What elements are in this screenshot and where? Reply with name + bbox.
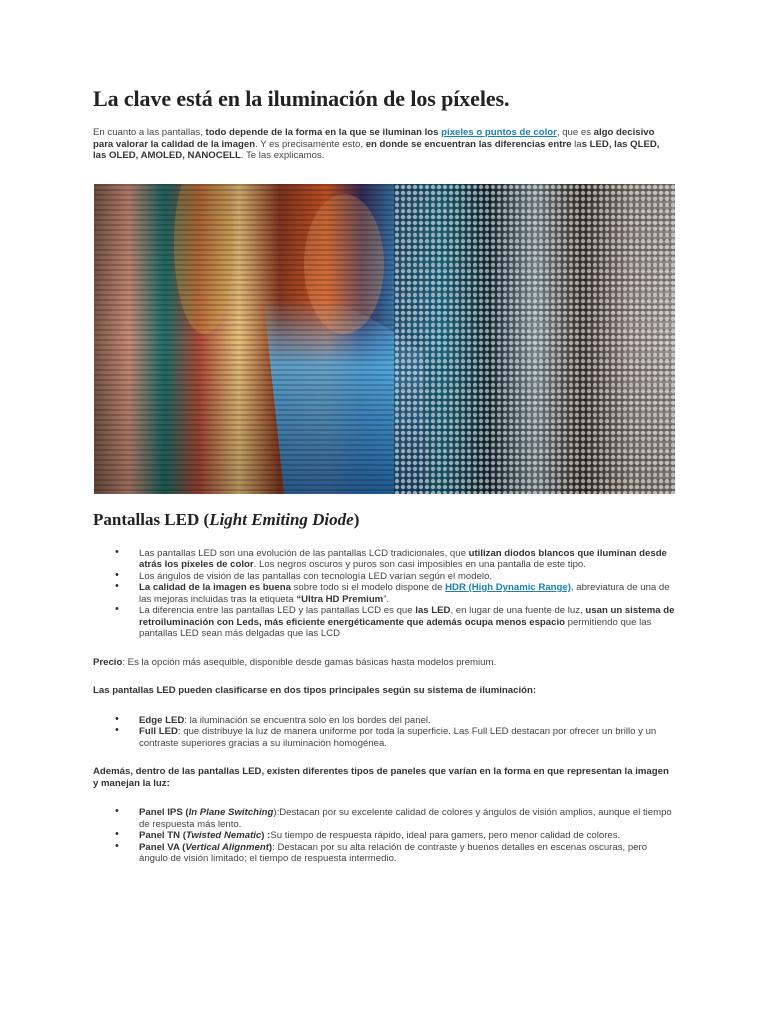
intro-paragraph: En cuanto a las pantallas, todo depende de la forma en la que se iluminan los píxeles o puntos de color, que es algo decisivo para valorar la calidad de la imagen. Y es precisamente esto, en donde se encuentran las diferencias entre las LED, las QLED, las OLED, AMOLED, NANOCELL. Te las explicamos. — [93, 127, 660, 161]
list-item: • La calidad de la imagen es buena sobre todo si el modelo dispone de HDR (High Dynamic Range), abreviatura de una de las mejoras incluidas tras la etiqueta “Ultra HD Premium”. — [139, 582, 675, 605]
list-item: • Edge LED: la iluminación se encuentra solo en los bordes del panel. — [139, 715, 675, 727]
list-item: • Full LED: que distribuye la luz de manera uniforme por toda la superficie. Las Full LED destacan por ofrecer un brillo y un contraste superiores gracias a su iluminación homogénea. — [139, 726, 675, 749]
classification-heading: Las pantallas LED pueden clasificarse en dos tipos principales según su sistema de iluminación: — [93, 685, 537, 696]
list-item: • Panel IPS (In Plane Switching):Destacan por su excelente calidad de colores y ángulos de visión amplios, aunque el tiempo de respuesta más lento. — [139, 807, 675, 830]
panel-types-heading: Además, dentro de las pantallas LED, existen diferentes tipos de paneles que varían en la forma en que representan la imagen y manejan la luz: — [93, 766, 669, 789]
article-content — [93, 86, 675, 865]
list-item: • La diferencia entre las pantallas LED y las pantallas LCD es que las LED, en lugar de una fuente de luz, usan un sistema de retroiluminación con Leds, más eficiente energéticamente que además ocupa menos espacio permitiendo que las pantallas LED sean más delgadas que las LCD — [139, 605, 675, 640]
list-item: • Panel TN (Twisted Nematic) :Su tiempo de respuesta rápido, ideal para gamers, pero menor calidad de colores. — [139, 830, 675, 842]
lighting-types-list — [93, 715, 675, 750]
price-paragraph: Precio: Es la opción más asequible, disponible desde gamas básicas hasta modelos premium. — [93, 656, 497, 668]
panel-types-list — [93, 807, 675, 865]
hdr-link[interactable]: HDR (High Dynamic Range) — [445, 582, 571, 593]
list-item: • Los ángulos de visión de las pantallas con tecnología LED varían según el modelo. — [139, 571, 675, 583]
led-features-list — [93, 548, 675, 640]
list-item: • Las pantallas LED son una evolución de las pantallas LCD tradicionales, que utilizan diodos blancos que iluminan desde atrás los píxeles de color. Los negros oscuros y puros son casi imposibles en una pantalla de este tipo. — [139, 548, 675, 571]
pixeles-link[interactable]: píxeles o puntos de color — [441, 127, 557, 138]
list-item: • Panel VA (Vertical Alignment): Destacan por su alta relación de contraste y buenos detalles en escenas oscuras, pero ángulo de visión limitado; el tiempo de respuesta intermedio. — [139, 842, 675, 865]
page-title: La clave está en la iluminación de los píxeles. — [93, 86, 510, 111]
led-screen-photo — [94, 184, 675, 494]
section-heading-led: Pantallas LED (Light Emiting Diode) — [93, 509, 360, 529]
